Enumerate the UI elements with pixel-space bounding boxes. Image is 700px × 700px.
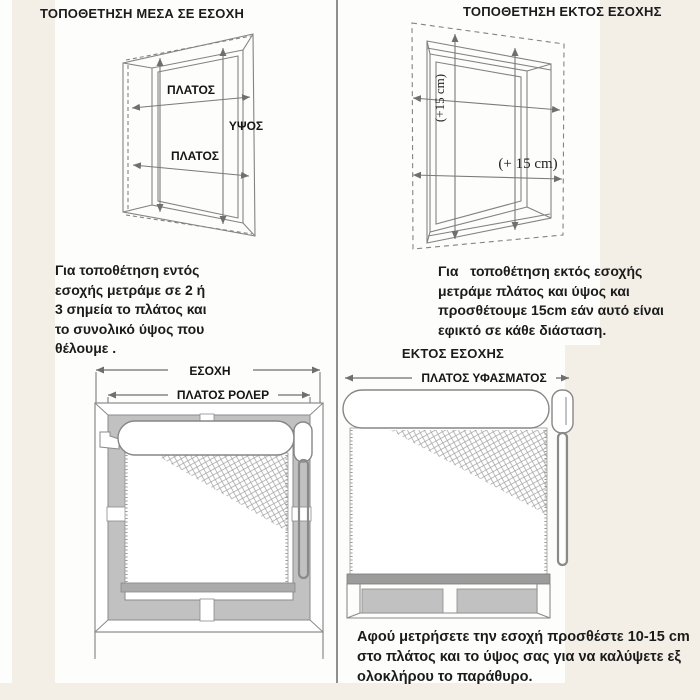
roller-outside-recess-drawing bbox=[342, 363, 582, 621]
window-recess-perspective-drawing bbox=[95, 28, 285, 253]
roller-fabric bbox=[347, 428, 550, 584]
height-label: ΥΨΟΣ bbox=[228, 119, 264, 133]
left-margin bbox=[12, 0, 55, 683]
roller-fabric bbox=[121, 453, 295, 592]
width-arrow-top bbox=[132, 97, 250, 108]
measure-arrows bbox=[413, 34, 562, 239]
outside-install-title: ΤΟΠΟΘΕΤΗΣΗ ΕΚΤΟΣ ΕΣΟΧΗΣ bbox=[463, 4, 662, 19]
recess-label: ΕΣΟΧΗ bbox=[189, 364, 231, 378]
width-label-bottom: ΠΛΑΤΟΣ bbox=[171, 149, 219, 163]
outside-install-caption: Για τοποθέτηση εκτός εσοχής μετράμε πλάτος και ύψος και προσθέτουμε 15cm εάν αυτό είναι εφικτό σε κάθε διάσταση. bbox=[438, 263, 664, 338]
width-arrow-bottom bbox=[413, 175, 562, 179]
end-cap bbox=[294, 422, 312, 462]
plus15-width-label: (+ 15 cm) bbox=[498, 156, 558, 172]
recess-install-title: ΤΟΠΟΘΕΤΗΣΗ ΜΕΣΑ ΣΕ ΕΣΟΧΗ bbox=[40, 6, 245, 21]
plus15-height-label: (+15 cm) bbox=[432, 73, 447, 123]
roller-width-label: ΠΛΑΤΟΣ ΡΟΛΕΡ bbox=[176, 388, 270, 402]
fabric-bottom-bar bbox=[347, 574, 550, 584]
outside-roller-title: ΕΚΤΟΣ ΕΣΟΧΗΣ bbox=[401, 346, 505, 361]
window-outside-perspective-drawing bbox=[400, 18, 580, 263]
width-arrow-bottom bbox=[133, 165, 249, 176]
fabric-bottom-bar bbox=[121, 583, 295, 592]
recess-below bbox=[347, 584, 550, 618]
section-divider bbox=[336, 0, 338, 683]
end-cap bbox=[552, 390, 573, 433]
width-label-top: ΠΛΑΤΟΣ bbox=[167, 83, 215, 97]
window-frame-lines bbox=[412, 23, 564, 249]
fabric-width-label: ΠΛΑΤΟΣ ΥΦΑΣΜΑΤΟΣ bbox=[421, 371, 547, 385]
roller-in-recess-drawing bbox=[88, 352, 333, 664]
roller-tube bbox=[118, 421, 294, 455]
outside-roller-caption: Αφού μετρήσετε την εσοχή προσθέστε 10-15 cm στο πλάτος και το ύψος σας για να καλύψετε εξ ολοκλήρου το παράθυρο. bbox=[357, 629, 690, 685]
window-frame-lines bbox=[123, 34, 255, 236]
roller-tube bbox=[343, 390, 549, 428]
recess-install-caption: Για τοποθέτηση εντός εσοχής μετράμε σε 2 ή 3 σημεία το πλάτος και το συνολικό ύψος που θέλουμε . bbox=[55, 262, 207, 356]
chain-loop bbox=[558, 433, 567, 565]
measure-arrows bbox=[132, 48, 250, 224]
